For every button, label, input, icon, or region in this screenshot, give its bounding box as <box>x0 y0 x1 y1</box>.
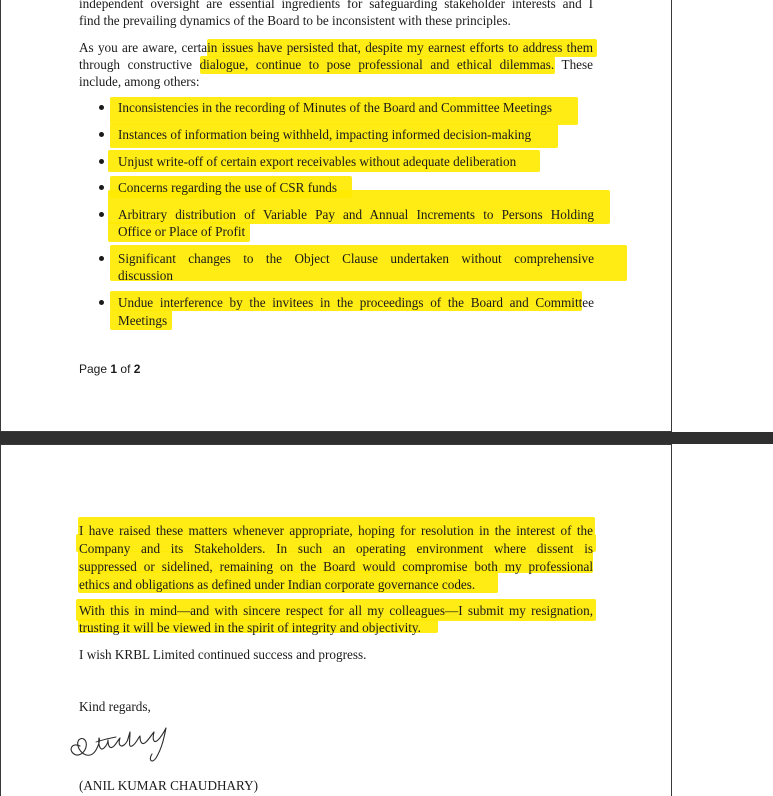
paragraph-line: find the prevailing dynamics of the Board to be inconsistent with these principles. <box>79 13 511 28</box>
list-item: Meetings <box>118 313 168 328</box>
handwritten-signature <box>66 720 176 773</box>
bullet-marker <box>99 256 104 261</box>
page-of: of <box>120 362 131 376</box>
paragraph-line: I wish KRBL Limited continued success and progress. <box>79 647 367 662</box>
signatory-name: (ANIL KUMAR CHAUDHARY) <box>79 778 259 793</box>
bullet-marker <box>99 159 104 164</box>
paragraph-line: include, among others: <box>79 74 200 89</box>
bullet-marker <box>99 105 104 110</box>
list-item: Concerns regarding the use of CSR funds <box>118 180 338 195</box>
bullet-marker <box>99 300 104 305</box>
list-item: Unjust write-off of certain export receivables without adequate deliberation <box>118 154 517 169</box>
page-separator <box>0 432 773 444</box>
page-total: 2 <box>133 362 141 376</box>
list-item: Instances of information being withheld, impacting informed decision-making <box>118 127 532 142</box>
bullet-marker <box>99 132 104 137</box>
page-label: Page <box>79 362 108 376</box>
paragraph-line: trusting it will be viewed in the spirit of integrity and objectivity. <box>79 620 421 635</box>
paragraph-line: As you are aware, certain issues have persisted that, despite my earnest efforts to address them <box>79 40 593 55</box>
list-item: Significant changes to the Object Clause undertaken without comprehensive <box>118 251 594 266</box>
viewer-margin <box>672 0 773 444</box>
paragraph-line: through constructive dialogue, continue to pose professional and ethical dilemmas. These <box>79 57 593 72</box>
list-item: Arbitrary distribution of Variable Pay and Annual Increments to Persons Holding <box>118 207 594 222</box>
bullet-marker <box>99 185 104 190</box>
closing-line: Kind regards, <box>79 699 151 714</box>
page-current: 1 <box>110 362 118 376</box>
paragraph-line: Company and its Stakeholders. In such an operating environment where dissent is <box>79 541 593 556</box>
list-item: Undue interference by the invitees in the proceedings of the Board and Committee <box>118 295 594 310</box>
bullet-marker <box>99 212 104 217</box>
list-item: Office or Place of Profit <box>118 224 246 239</box>
list-item: discussion <box>118 268 173 283</box>
paragraph-line: ethics and obligations as defined under Indian corporate governance codes. <box>79 577 476 592</box>
paragraph-line: suppressed or sidelined, remaining on the Board would compromise both my professional <box>79 559 593 574</box>
page-number <box>79 361 140 377</box>
paragraph-line: independent oversight are essential ingredients for safeguarding stakeholder interests and I <box>79 0 593 11</box>
list-item: Inconsistencies in the recording of Minutes of the Board and Committee Meetings <box>118 100 552 115</box>
paragraph-line: With this in mind—and with sincere respect for all my colleagues—I submit my resignation, <box>79 603 593 618</box>
paragraph-line: I have raised these matters whenever appropriate, hoping for resolution in the interest of the <box>79 523 593 538</box>
